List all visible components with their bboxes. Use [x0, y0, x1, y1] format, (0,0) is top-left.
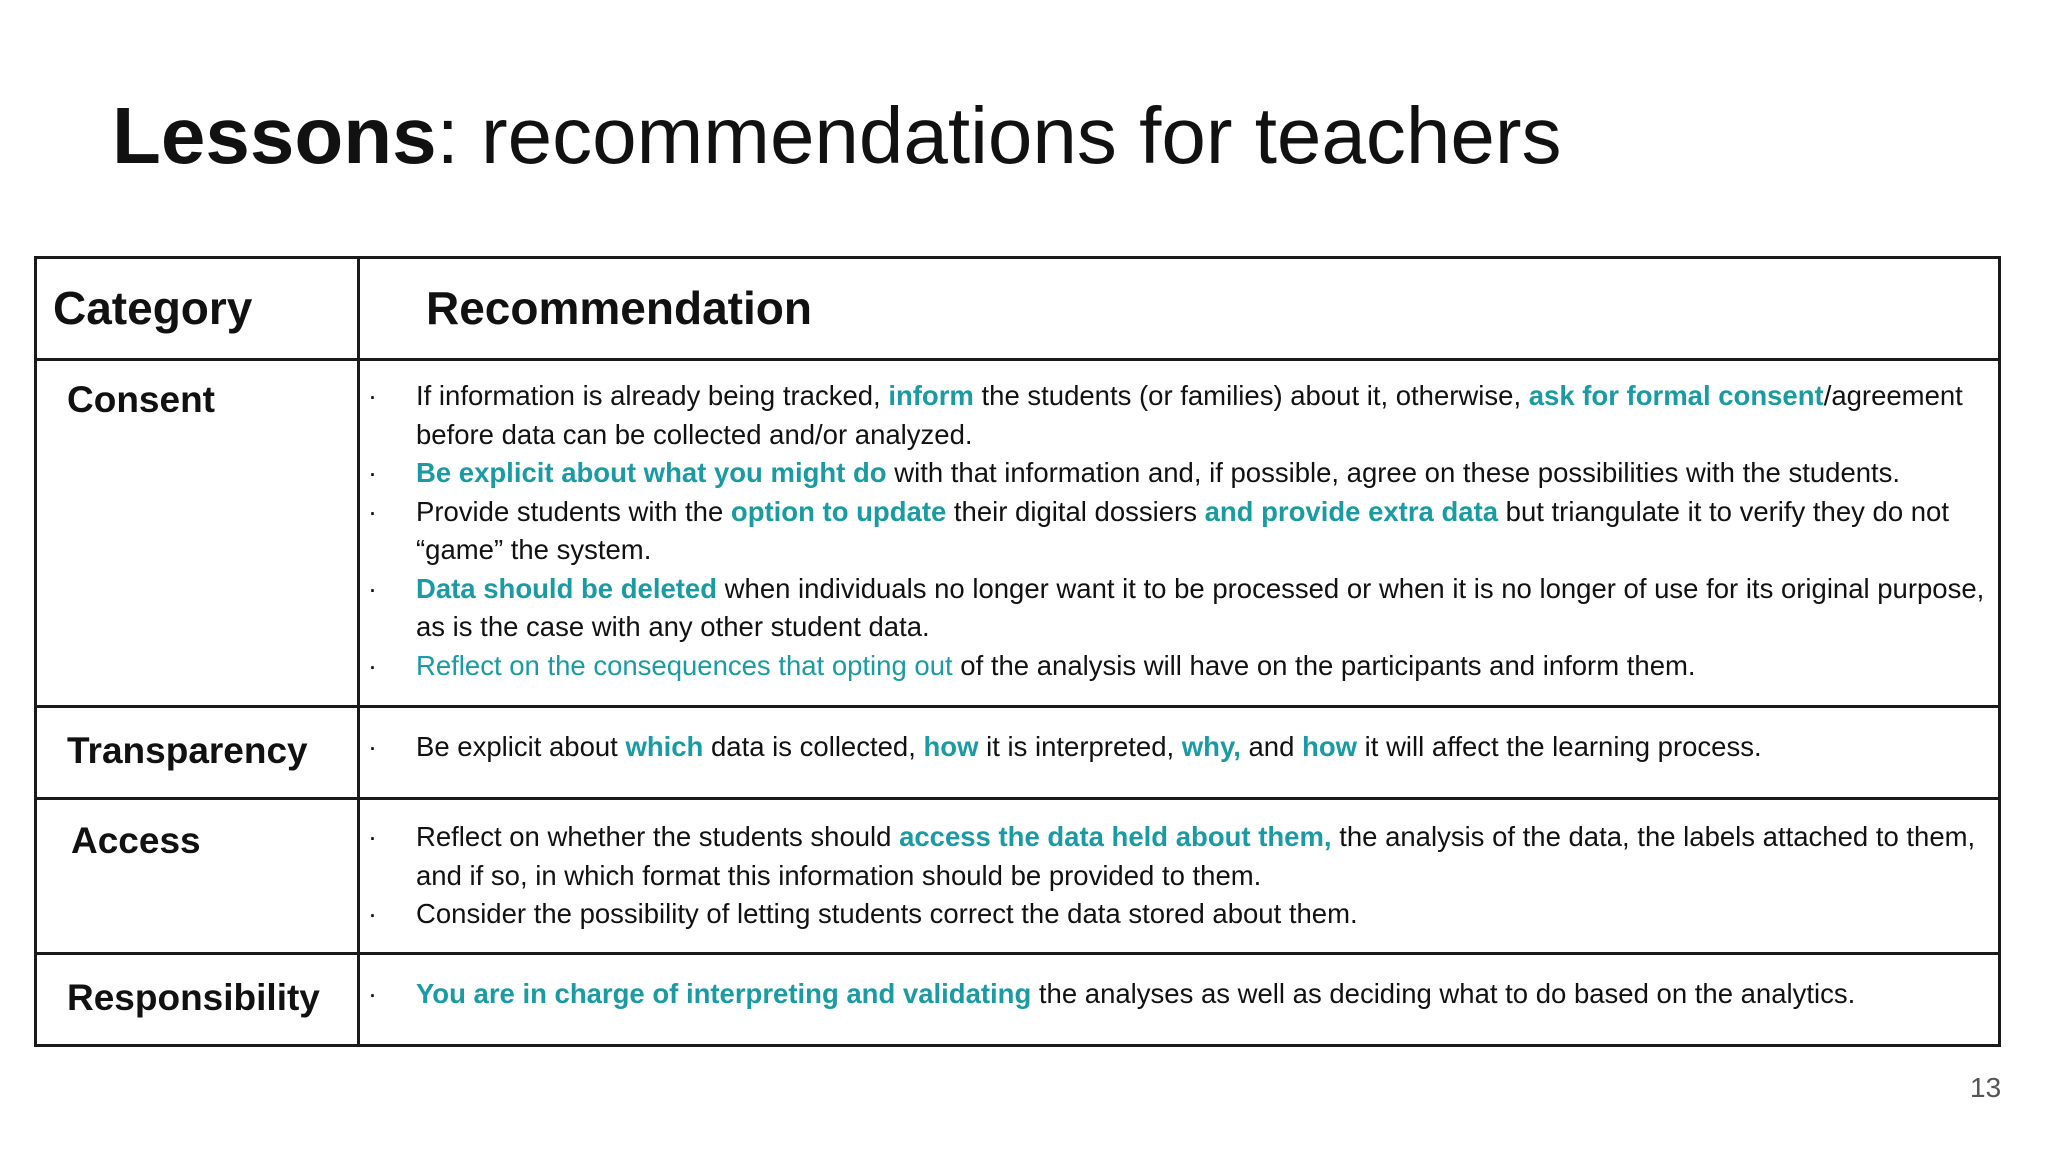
recommendation-list — [360, 377, 1998, 685]
recommendation-cell — [359, 707, 2000, 799]
table-row — [36, 954, 2000, 1046]
highlighted-text: option to update — [730, 495, 947, 527]
item-text: Be explicit about — [416, 731, 626, 762]
recommendation-item — [34, 454, 1998, 493]
recommendation-item — [34, 975, 1998, 1014]
highlighted-text: ask for formal — [1528, 380, 1711, 411]
recommendation-item — [34, 818, 1998, 895]
highlighted-text: why, — [1181, 731, 1241, 762]
recommendation-item — [34, 647, 1998, 686]
recommendation-cell — [359, 799, 2000, 954]
table-row — [36, 707, 2000, 799]
highlighted-text: how — [1302, 731, 1358, 762]
highlighted-text: how — [923, 731, 979, 762]
highlighted-text: You are in charge of interpreting and validating — [416, 978, 1032, 1009]
page-number: 13 — [1970, 1072, 2002, 1103]
header-recommendation: Recommendation — [359, 258, 2000, 360]
table-row — [36, 799, 2000, 954]
highlighted-text: Be explicit about what you might do — [416, 457, 887, 488]
highlighted-text: consent — [1710, 380, 1824, 411]
recommendation-list — [360, 975, 1998, 1014]
highlighted-text: Data should be deleted — [416, 572, 718, 604]
bullet-icon: · — [368, 496, 377, 527]
bullet-icon: · — [368, 822, 377, 852]
category-cell: Responsibility — [36, 954, 359, 1046]
item-text: and — [1240, 731, 1303, 762]
bullet-icon: · — [368, 650, 377, 681]
item-text: Provide students with the — [416, 495, 731, 527]
recommendation-item — [34, 728, 1998, 767]
item-text: the analyses as well as deciding what to do based on the analytics. — [1031, 978, 1856, 1009]
bullet-icon: · — [368, 899, 377, 929]
item-text: it will affect the learning process. — [1357, 731, 1762, 762]
category-cell: Consent — [36, 360, 359, 707]
item-text: but triangulate it to verify they do not “game” the system. — [416, 495, 1949, 565]
header-category: Category — [36, 258, 359, 360]
item-text: with that information and, if possible, agree on these possibilities with the students. — [886, 457, 1901, 488]
category-cell: Transparency — [36, 707, 359, 799]
item-text: Consider the possibility of letting students correct the data stored about them. — [416, 898, 1358, 929]
bullet-icon: · — [368, 573, 377, 604]
recommendation-cell — [359, 954, 2000, 1046]
table-header-row — [36, 258, 2000, 360]
slide-title — [112, 88, 1562, 184]
highlighted-text: which — [625, 731, 704, 762]
highlighted-text: Reflect on the consequences that opting out — [416, 649, 953, 681]
bullet-icon: · — [368, 381, 377, 411]
recommendation-list — [360, 818, 1998, 934]
slide-title-rest: : recommendations for teachers — [436, 91, 1562, 180]
highlighted-text: and provide extra data — [1204, 495, 1499, 527]
recommendation-item — [34, 895, 1998, 934]
highlighted-text: access the data held about them, — [899, 821, 1332, 852]
item-text: when individuals no longer want it to be processed or when it is no longer of use for its original purpose, as is the case with any other student data. — [416, 572, 1985, 642]
item-text: If information is already being tracked, — [416, 380, 889, 411]
recommendation-item — [34, 570, 1998, 647]
item-text: /agreement before data can be collected and/or analyzed. — [416, 380, 1963, 450]
bullet-icon: · — [368, 458, 377, 488]
recommendations-table — [34, 256, 2001, 1047]
item-text: the students (or families) about it, otherwise, — [973, 380, 1529, 411]
bullet-icon: · — [368, 732, 377, 762]
item-text: of the analysis will have on the participants and inform them. — [952, 649, 1696, 681]
recommendation-item — [34, 493, 1998, 570]
highlighted-text: inform — [888, 380, 974, 411]
item-text: it is interpreted, — [978, 731, 1182, 762]
recommendation-cell — [359, 360, 2000, 707]
item-text: Reflect on whether the students should — [416, 821, 900, 852]
item-text: the analysis of the data, the labels attached to them, and if so, in which format this information should be provided to them. — [416, 821, 1976, 891]
item-text: their digital dossiers — [946, 495, 1205, 527]
bullet-icon: · — [368, 979, 377, 1009]
slide-title-bold: Lessons — [112, 91, 437, 180]
table-row — [36, 360, 2000, 707]
recommendation-item — [34, 377, 1998, 454]
recommendation-list — [360, 728, 1998, 767]
category-cell: Access — [36, 799, 359, 954]
item-text: data is collected, — [703, 731, 924, 762]
